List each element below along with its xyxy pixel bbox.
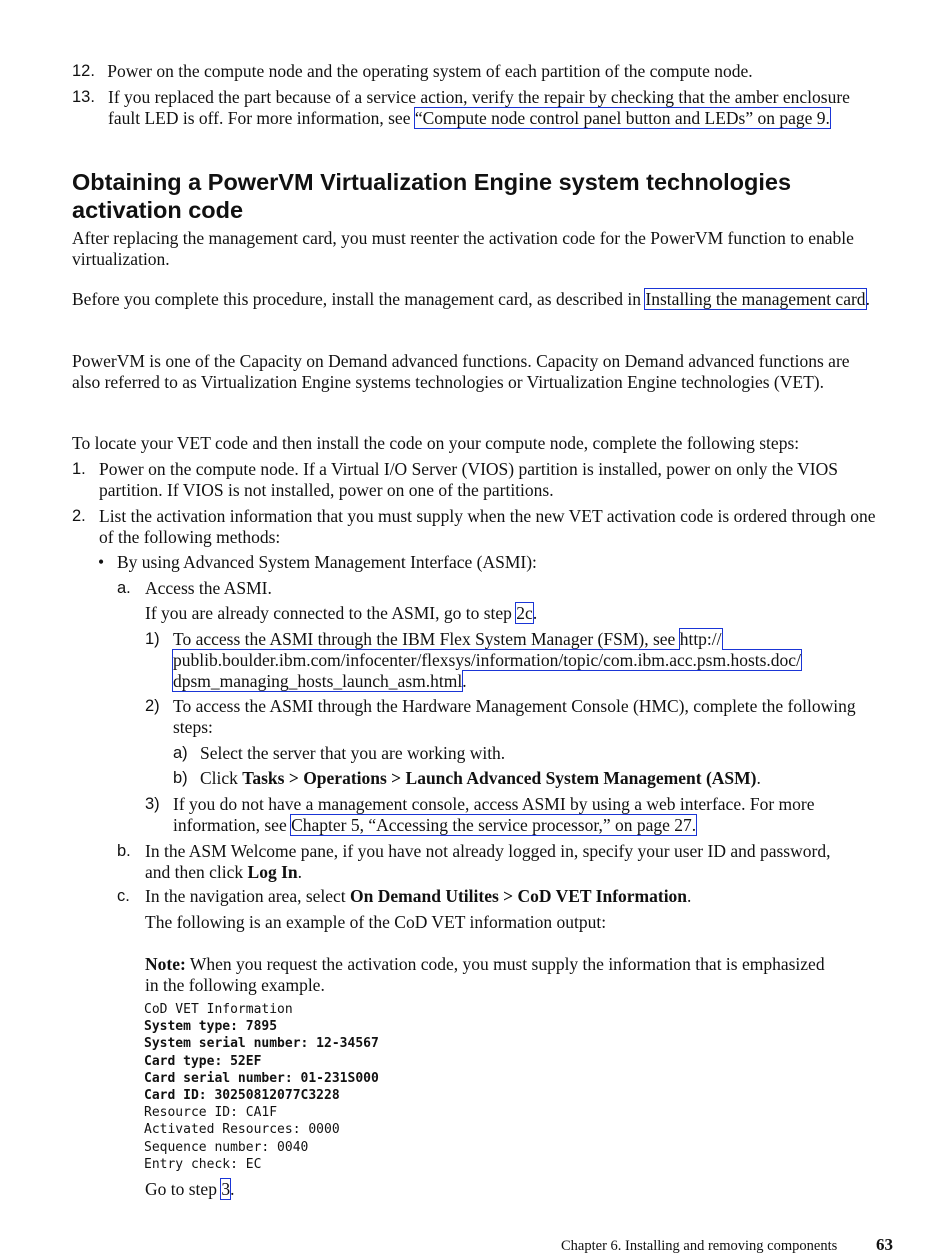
substep-a1 — [145, 629, 890, 692]
substep-a-note — [145, 603, 885, 624]
step-3-link[interactable]: 3 — [221, 1179, 231, 1199]
substep-c-description: The following is an example of the CoD VET information output: — [145, 912, 607, 932]
step-13 — [72, 87, 872, 129]
steps-intro-paragraph: To locate your VET code and then install the code on your compute node, complete the following steps: — [72, 433, 800, 453]
log-in-label: Log In — [247, 862, 298, 882]
bullet-mark: • — [98, 552, 105, 572]
step-text — [145, 841, 835, 883]
fsm-asmi-url-link[interactable]: http:// publib.boulder.ibm.com/infocenter/flexsys/information/topic/com.ibm.acc.psm.hosts.doc/ dpsm_managing_hosts_launch_asm.html — [173, 629, 801, 691]
code-line: Card type: 52EF — [144, 1053, 262, 1069]
paragraph-text: Before you complete this procedure, install the management card, as described in — [72, 289, 646, 309]
step-text: List the activation information that you must supply when the new VET activation code is ordered through one of the following methods: — [99, 506, 876, 547]
bullet-asmi — [98, 552, 878, 573]
step-text — [108, 87, 864, 129]
goto-text: . — [230, 1179, 235, 1199]
note-text: . — [532, 603, 538, 623]
step-text-before: To access the ASMI through the IBM Flex System Manager (FSM), see — [173, 629, 680, 649]
goto-step-3 — [145, 1179, 445, 1200]
control-panel-leds-link[interactable]: “Compute node control panel button and LEDs” on page 9. — [414, 108, 830, 128]
cod-vet-output — [144, 1001, 544, 1173]
step-text: Access the ASMI. — [145, 578, 272, 598]
step-text-after: . — [462, 671, 467, 691]
step-text: Power on the compute node. If a Virtual I/O Server (VIOS) partition is installed, power on only the VIOS partition. If VIOS is not installed, power on one of the partitions. — [99, 459, 838, 500]
footer-page-number: 63 — [876, 1235, 893, 1254]
step-text-after: . — [756, 768, 761, 788]
step-number: 3) — [145, 795, 160, 813]
code-line: Entry check: EC — [144, 1156, 262, 1172]
note-text: When you request the activation code, you must supply the information that is emphasized in the following example. — [145, 954, 825, 995]
step-letter: a. — [117, 579, 131, 597]
goto-text: Go to step — [145, 1179, 222, 1199]
substep-c — [117, 886, 837, 907]
code-line: Sequence number: 0040 — [144, 1139, 309, 1155]
step-12 — [72, 61, 872, 82]
note-text: If you are already connected to the ASMI, go to step — [145, 603, 517, 623]
step-text: To access the ASMI through the Hardware Management Console (HMC), complete the following steps: — [173, 696, 856, 737]
step-text-before: If you do not have a management console, access ASMI by using a web interface. For more information, see — [173, 794, 815, 835]
paragraph-text: . — [865, 289, 870, 309]
step-number: 1) — [145, 630, 160, 648]
footer-chapter: Chapter 6. Installing and removing components — [561, 1238, 838, 1254]
code-line: CoD VET Information — [144, 1002, 293, 1017]
step-text — [145, 886, 691, 907]
substep-b — [117, 841, 837, 883]
substep-a3 — [145, 794, 890, 836]
step-letter: c. — [117, 887, 130, 905]
step-text: Select the server that you are working with. — [200, 743, 506, 763]
step-text — [173, 794, 888, 836]
code-line: System type: 7895 — [144, 1019, 278, 1035]
note-paragraph — [145, 954, 825, 996]
substep-a2 — [145, 696, 890, 738]
list-step-2 — [72, 506, 892, 548]
section-heading: Obtaining a PowerVM Virtualization Engine system technologies activation code — [72, 169, 792, 223]
step-text-before: If you replaced the part because of a service action, verify the repair by checking that the amber enclosure fault LED is off. For more information, see — [108, 87, 850, 128]
step-text-before: In the navigation area, select — [145, 886, 351, 906]
step-letter: a) — [173, 744, 188, 762]
substep-a2b — [173, 768, 883, 789]
step-text — [200, 768, 761, 789]
step-number: 1. — [72, 460, 86, 478]
code-line: System serial number: 12-34567 — [144, 1036, 379, 1052]
substep-a — [117, 578, 877, 599]
code-line: Resource ID: CA1F — [144, 1105, 278, 1121]
chapter-5-service-processor-link[interactable]: Chapter 5, “Accessing the service processor,” on page 27. — [291, 815, 697, 835]
substep-a2a — [173, 743, 873, 764]
step-number: 13. — [72, 88, 95, 106]
intro-paragraph: After replacing the management card, you must reenter the activation code for the PowerVM function to enable virtualization. — [72, 228, 854, 269]
step-2c-link[interactable]: 2c — [516, 603, 533, 623]
menu-path-cod-vet: On Demand Utilites > CoD VET Information — [350, 886, 688, 906]
step-text-before: Click — [200, 768, 243, 788]
prerequisite-paragraph — [72, 289, 894, 310]
step-number: 2) — [145, 697, 160, 715]
powervm-paragraph: PowerVM is one of the Capacity on Demand advanced functions. Capacity on Demand advanced functions are also referred to as Virtualization Engine systems technologies or Virtualization Engine technologies (VET). — [72, 351, 850, 392]
step-text-after: . — [687, 886, 692, 906]
note-label: Note: — [145, 954, 186, 974]
step-text: Power on the compute node and the operating system of each partition of the compute node. — [107, 61, 753, 81]
list-step-1 — [72, 459, 892, 501]
step-letter: b. — [117, 842, 131, 860]
code-line: Card ID: 30250812077C3228 — [144, 1088, 340, 1104]
step-number: 12. — [72, 62, 95, 80]
code-line: Activated Resources: 0000 — [144, 1122, 340, 1138]
step-text-before: In the ASM Welcome pane, if you have not already logged in, specify your user ID and password, and then click — [145, 841, 831, 882]
step-number: 2. — [72, 507, 86, 525]
code-line: Card serial number: 01-231S000 — [144, 1070, 379, 1086]
bullet-text: By using Advanced System Management Interface (ASMI): — [117, 552, 537, 572]
step-letter: b) — [173, 769, 188, 787]
step-text-after: . — [297, 862, 302, 882]
installing-management-card-link[interactable]: Installing the management card — [645, 289, 866, 309]
step-text — [173, 629, 888, 692]
menu-path-launch-asm: Tasks > Operations > Launch Advanced System Management (ASM) — [242, 768, 757, 788]
